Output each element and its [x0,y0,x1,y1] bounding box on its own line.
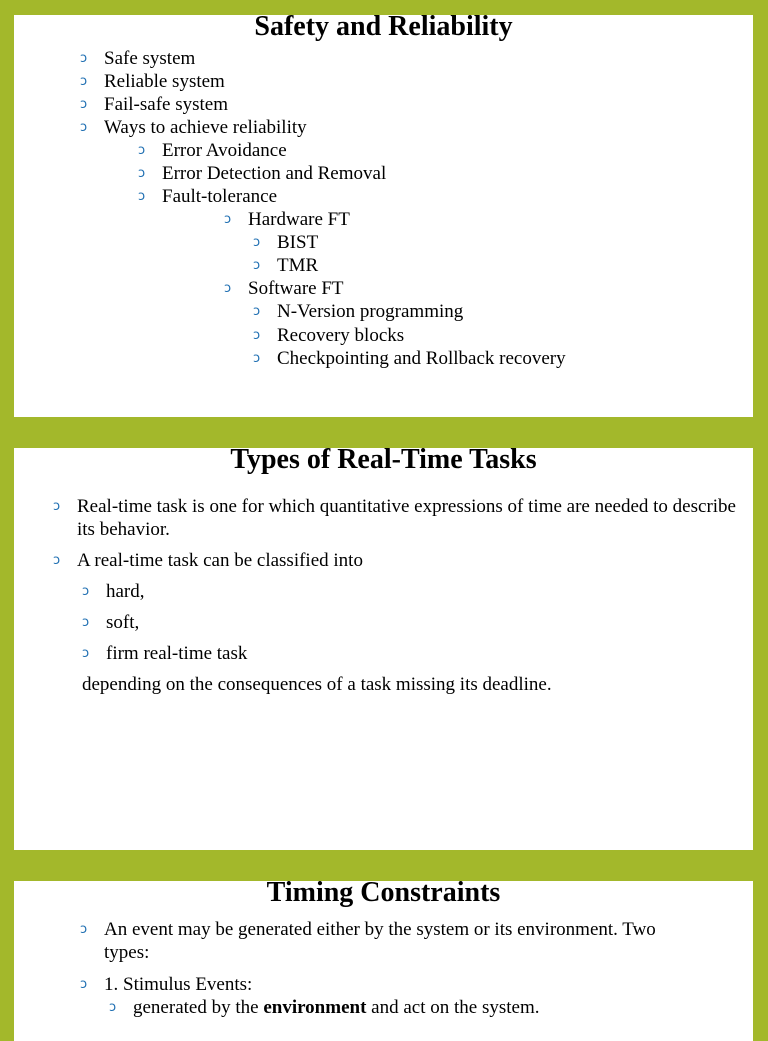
list-item: Error Detection and Removal [162,163,387,184]
bullet-icon: ↄ [253,235,261,250]
list-item: Fault-tolerance [162,186,278,207]
bullet-icon: ↄ [80,51,88,66]
list-item: Software FT [248,278,344,299]
bullet-icon: ↄ [80,74,88,89]
bullet-icon: ↄ [82,584,90,599]
list-item: Ways to achieve reliability [104,117,307,138]
bullet-icon: ↄ [138,166,146,181]
bold-text: environment [263,997,367,1018]
bullet-icon: ↄ [138,189,146,204]
list-item: An event may be generated either by the system or its environment. Two types: [104,919,656,963]
list-item: 1. Stimulus Events: [104,974,253,995]
bullet-icon: ↄ [53,553,61,568]
bullet-icon: ↄ [80,120,88,135]
slide-real-time-tasks [14,444,753,850]
bullet-icon: ↄ [138,143,146,158]
text-prefix: generated by the [133,997,264,1018]
list-item: Reliable system [104,71,225,92]
paragraph-text: depending on the consequences of a task missing its deadline. [82,674,552,695]
list-item: Hardware FT [248,209,350,230]
slide-title: Timing Constraints [266,877,501,908]
bullet-icon: ↄ [80,97,88,112]
list-item: Safe system [104,48,196,69]
list-item: Error Avoidance [162,140,287,161]
list-item: hard, [106,581,145,602]
list-item: A real-time task can be classified into [77,550,363,571]
slide-timing-constraints [14,877,753,1041]
bullet-icon: ↄ [82,615,90,630]
bullet-icon: ↄ [253,351,261,366]
list-item: Recovery blocks [277,325,405,346]
list-item: N-Version programming [277,301,464,322]
bullet-icon: ↄ [80,922,88,937]
bullet-icon: ↄ [109,1000,117,1015]
slide-safety-reliability [14,11,753,417]
list-item [133,996,539,1019]
bullet-icon: ↄ [253,304,261,319]
list-item: Real-time task is one for which quantitative expressions of time are needed to describe its behavior. [77,496,736,540]
bullet-icon: ↄ [253,258,261,273]
list-item: Checkpointing and Rollback recovery [277,348,566,369]
list-item: soft, [106,612,140,633]
bullet-icon: ↄ [80,977,88,992]
slide-title: Types of Real-Time Tasks [230,444,537,475]
bullet-icon: ↄ [224,281,232,296]
list-item: firm real-time task [106,643,248,664]
text-suffix: and act on the system. [366,997,540,1018]
bullet-icon: ↄ [53,499,61,514]
bullet-icon: ↄ [253,328,261,343]
slide-title: Safety and Reliability [254,11,513,42]
list-item: BIST [277,232,319,253]
bullet-icon: ↄ [224,212,232,227]
list-item: TMR [277,255,319,276]
bullet-icon: ↄ [82,646,90,661]
list-item: Fail-safe system [104,94,229,115]
